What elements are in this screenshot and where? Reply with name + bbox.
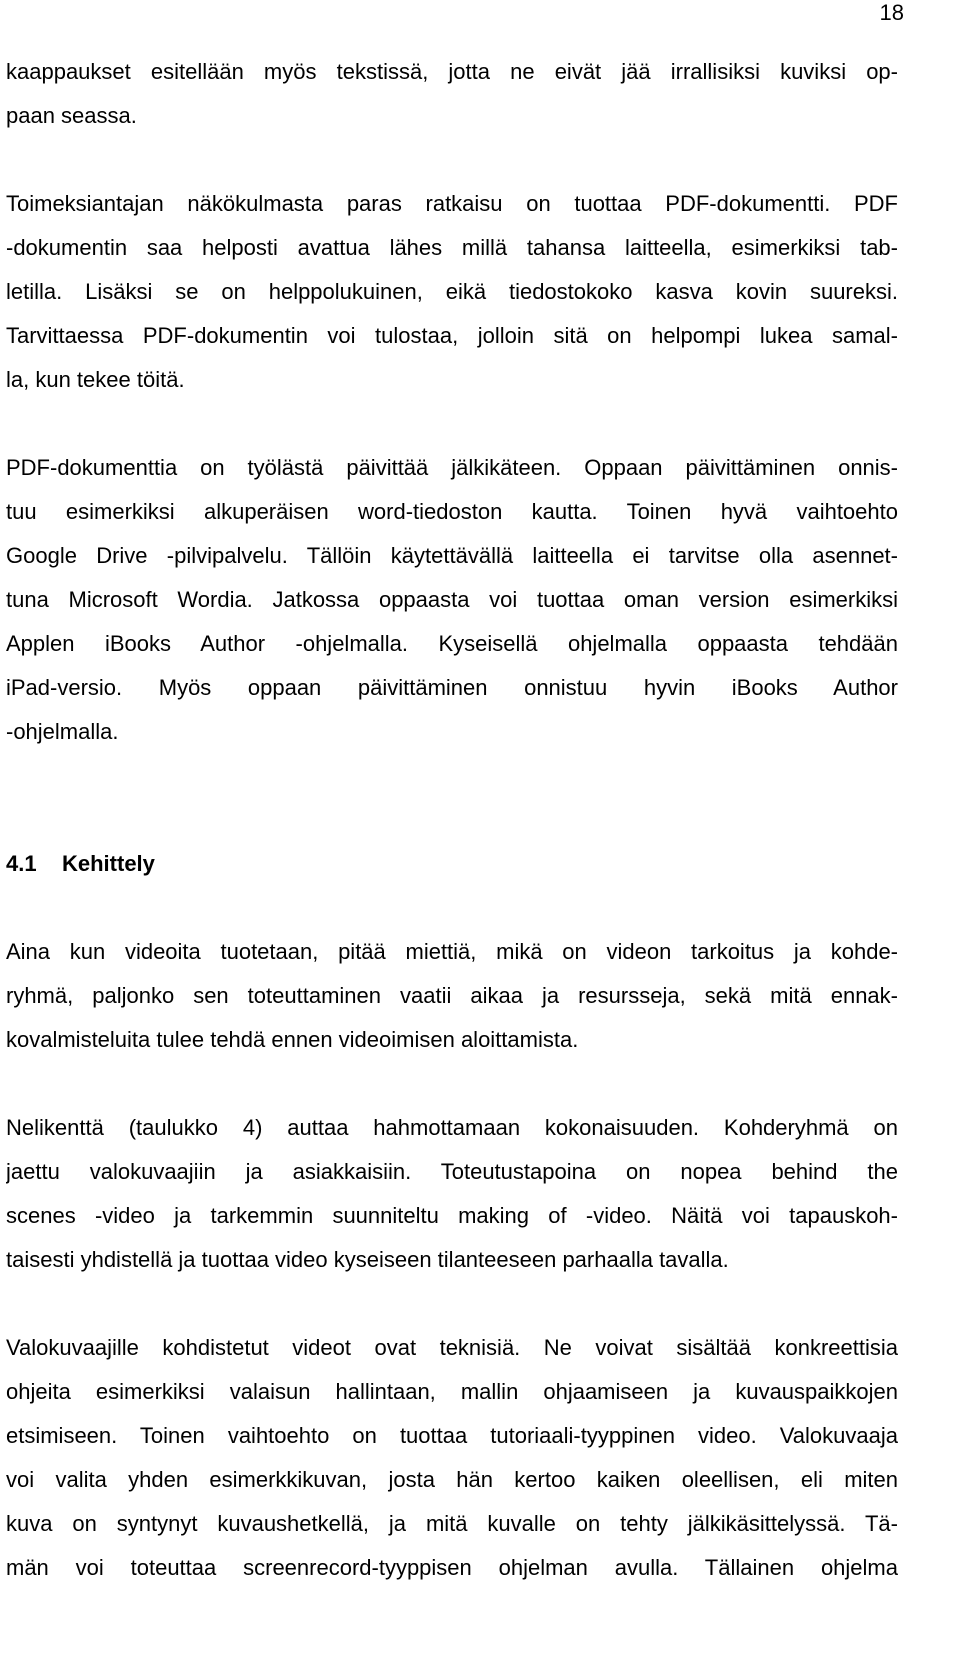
page-number: 18 bbox=[879, 0, 904, 25]
text-line: Nelikenttä (taulukko 4) auttaa hahmottamaan kokonaisuuden. Kohderyhmä on bbox=[6, 1115, 898, 1140]
text-line: tuna Microsoft Wordia. Jatkossa oppaasta voi tuottaa oman version esimerkiksi bbox=[6, 587, 898, 612]
text-line: paan seassa. bbox=[6, 103, 137, 128]
text-line: -ohjelmalla. bbox=[6, 719, 119, 744]
text-line: voi valita yhden esimerkkikuvan, josta hän kertoo kaiken oleellisen, eli miten bbox=[6, 1467, 898, 1492]
text-line: la, kun tekee töitä. bbox=[6, 367, 185, 392]
paragraph bbox=[6, 50, 898, 138]
text-line: kuva on syntynyt kuvaushetkellä, ja mitä kuvalle on tehty jälkikäsittelyssä. Tä- bbox=[6, 1511, 898, 1536]
text-line: tuu esimerkiksi alkuperäisen word-tiedoston kautta. Toinen hyvä vaihtoehto bbox=[6, 499, 898, 524]
text-line: jaettu valokuvaajiin ja asiakkaisiin. Toteutustapoina on nopea behind the bbox=[6, 1159, 898, 1184]
text-line: kaappaukset esitellään myös tekstissä, jotta ne eivät jää irrallisiksi kuviksi op- bbox=[6, 59, 898, 84]
document-body bbox=[6, 50, 898, 1590]
section-title: Kehittely bbox=[62, 851, 155, 876]
text-line: Tarvittaessa PDF-dokumentin voi tulostaa, jolloin sitä on helpompi lukea samal- bbox=[6, 323, 898, 348]
text-line: Google Drive -pilvipalvelu. Tällöin käytettävällä laitteella ei tarvitse olla asennet- bbox=[6, 543, 898, 568]
paragraph bbox=[6, 1106, 898, 1282]
text-line: iPad-versio. Myös oppaan päivittäminen onnistuu hyvin iBooks Author bbox=[6, 675, 898, 700]
section-heading bbox=[6, 842, 898, 886]
text-line: ryhmä, paljonko sen toteuttaminen vaatii aikaa ja resursseja, sekä mitä ennak- bbox=[6, 983, 898, 1008]
text-line: PDF-dokumenttia on työlästä päivittää jälkikäteen. Oppaan päivittäminen onnis- bbox=[6, 455, 898, 480]
text-line: taisesti yhdistellä ja tuottaa video kyseiseen tilanteeseen parhaalla tavalla. bbox=[6, 1247, 729, 1272]
paragraph bbox=[6, 1326, 898, 1590]
section-number: 4.1 bbox=[6, 851, 37, 876]
text-line: ohjeita esimerkiksi valaisun hallintaan, mallin ohjaamiseen ja kuvauspaikkojen bbox=[6, 1379, 898, 1404]
text-line: Valokuvaajille kohdistetut videot ovat teknisiä. Ne voivat sisältää konkreettisia bbox=[6, 1335, 898, 1360]
paragraph bbox=[6, 182, 898, 402]
text-line: män voi toteuttaa screenrecord-tyyppisen ohjelman avulla. Tällainen ohjelma bbox=[6, 1555, 898, 1580]
text-line: scenes -video ja tarkemmin suunniteltu making of -video. Näitä voi tapauskoh- bbox=[6, 1203, 898, 1228]
text-line: letilla. Lisäksi se on helppolukuinen, eikä tiedostokoko kasva kovin suureksi. bbox=[6, 279, 898, 304]
text-line: -dokumentin saa helposti avattua lähes millä tahansa laitteella, esimerkiksi tab- bbox=[6, 235, 898, 260]
paragraph bbox=[6, 930, 898, 1062]
paragraph bbox=[6, 446, 898, 754]
text-line: etsimiseen. Toinen vaihtoehto on tuottaa tutoriaali-tyyppinen video. Valokuvaaja bbox=[6, 1423, 898, 1448]
text-line: Aina kun videoita tuotetaan, pitää miettiä, mikä on videon tarkoitus ja kohde- bbox=[6, 939, 898, 964]
text-line: Toimeksiantajan näkökulmasta paras ratkaisu on tuottaa PDF-dokumentti. PDF bbox=[6, 191, 898, 216]
text-line: Applen iBooks Author -ohjelmalla. Kyseisellä ohjelmalla oppaasta tehdään bbox=[6, 631, 898, 656]
text-line: kovalmisteluita tulee tehdä ennen videoimisen aloittamista. bbox=[6, 1027, 579, 1052]
